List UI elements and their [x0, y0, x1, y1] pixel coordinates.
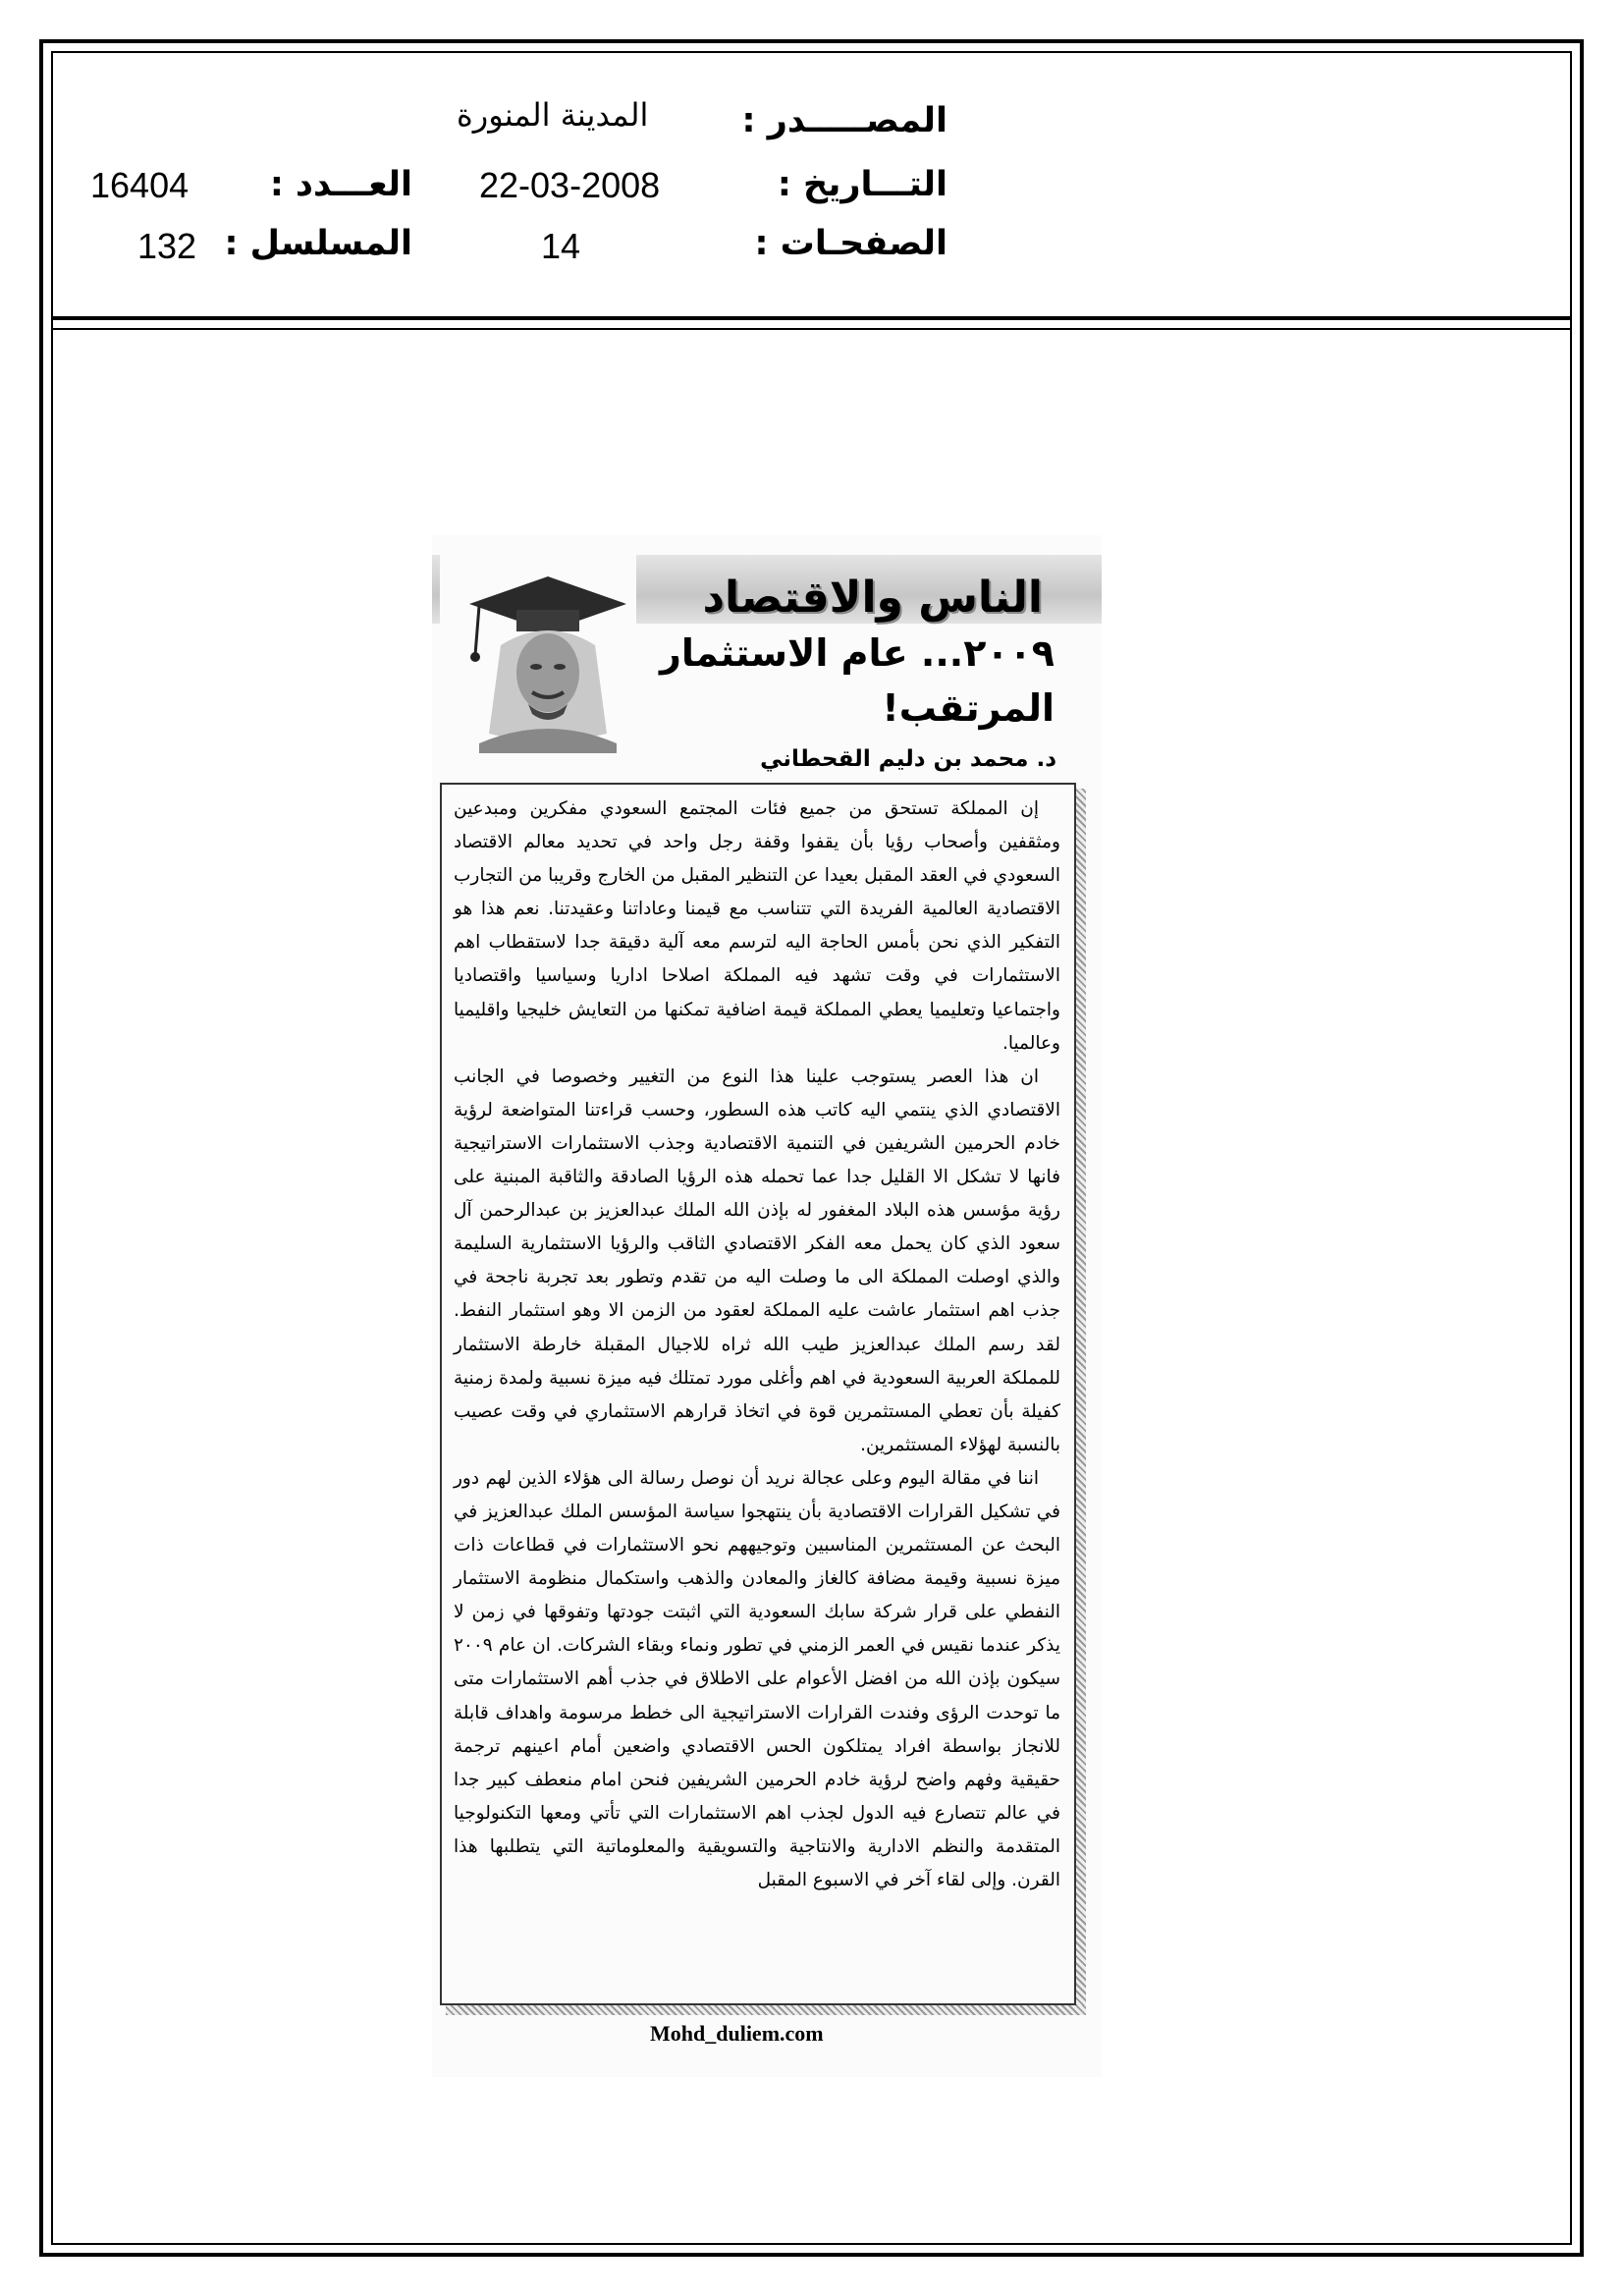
- header-divider-inner: [51, 328, 1572, 330]
- date-value: 22-03-2008: [479, 165, 661, 205]
- article-body: [454, 793, 1060, 1897]
- issue-value: 16404: [90, 165, 189, 205]
- box-shadow-bottom: [446, 2005, 1086, 2015]
- source-label: المصـــــدر :: [741, 101, 947, 140]
- article-headline: [632, 626, 1055, 736]
- box-shadow-right: [1076, 789, 1086, 2013]
- article-paragraph-2: ان هذا العصر يستوجب علينا هذا النوع من التغيير وخصوصا في الجانب الاقتصادي الذي ينتمي اليه كاتب هذه السطور، وحسب قراءتنا المتواضعة لرؤية خادم الحرمين الشريفين في التنمية الاقتصادية وجذب الاستثمارات الاستراتيجية فانها لا تشكل الا القليل جدا عما تحمله هذه الرؤيا الصادقة والثاقبة المبنية على رؤية مؤسس هذه البلاد المغفور له بإذن الله الملك عبدالعزيز بن عبدالرحمن آل سعود الذي كان يحمل معه الفكر الاقتصادي الثاقب والرؤيا الاستثمارية السليمة والذي اوصلت المملكة الى ما وصلت اليه من تقدم وتطور بعد تجربة ناجحة في جذب اهم استثمار عاشت عليه المملكة لعقود من الزمن الا وهو استثمار النفط. لقد رسم الملك عبدالعزيز طيب الله ثراه للاجيال المقبلة خارطة الاستثمار للمملكة العربية السعودية في اهم وأغلى مورد تمتلك فيه ميزة نسبية ولمدة زمنية كفيلة بأن تعطي المستثمرين قوة في اتخاذ قرارهم الاستثماري في وقت عصيب بالنسبة لهؤلاء المستثمرين.: [454, 1066, 1060, 1455]
- author-byline: د. محمد بن دليم القحطاني: [760, 746, 1056, 772]
- author-website: Mohd_duliem.com: [650, 2021, 824, 2046]
- article-paragraph-3: اننا في مقالة اليوم وعلى عجالة نريد أن نوصل رسالة الى هؤلاء الذين لهم دور في تشكيل القرارات الاقتصادية بأن ينتهجوا سياسة المؤسس الملك عبدالعزيز في البحث عن المستثمرين المناسبين وتوجيههم نحو الاستثمارات في قطاعات ذات ميزة نسبية وقيمة مضافة كالغاز والمعادن والذهب واستكمال منظومة الاستثمار النفطي على قرار شركة سابك السعودية التي اثبتت جودتها وتفوقها في زمن لا يذكر عندما نقيس في العمر الزمني في تطور ونماء وبقاء الشركات. ان عام ٢٠٠٩ سيكون بإذن الله من افضل الأعوام على الاطلاق في جذب أهم الاستثمارات متى ما توحدت الرؤى وفندت القرارات الاستراتيجية الى خطط مرسومة واهداف قابلة للانجاز بواسطة افراد يمتلكون الحس الاقتصادي واضعين أمام اعينهم ترجمة حقيقية وفهم واضح لرؤية خادم الحرمين الشريفين فنحن امام منعطف كبير جدا في عالم تتصارع فيه الدول لجذب اهم الاستثمارات التي تأتي ومعها التكنولوجيا المتقدمة والنظم الادارية والانتاجية والتسويقية والمعلوماتية التي يتطلبها هذا القرن. وإلى لقاء آخر في الاسبوع المقبل: [454, 1467, 1060, 1890]
- pages-label: الصفحـات :: [754, 224, 947, 263]
- article-paragraph-1: إن المملكة تستحق من جميع فئات المجتمع السعودي مفكرين ومبدعين ومثقفين وأصحاب رؤيا بأن يقفوا وقفة رجل واحد في تحديد معالم الاقتصاد السعودي في العقد المقبل بعيدا عن التنظير المقبل من الخارج وقريبا من التجارب الاقتصادية العالمية الفريدة التي تتناسب مع قيمنا وعاداتنا وعقيدتنا. نعم هذا هو التفكير الذي نحن بأمس الحاجة اليه لترسم معه آلية دقيقة جدا لاستقطاب اهم الاستثمارات في وقت تشهد فيه المملكة اصلاحا اداريا وسياسيا واقتصاديا واجتماعيا وتعليميا يعطي المملكة قيمة اضافية تمكنها من التعايش خليجيا واقليميا وعالميا.: [454, 798, 1060, 1054]
- issue-label: العـــدد :: [269, 165, 412, 204]
- serial-value: 132: [137, 226, 197, 266]
- header-divider: [51, 316, 1572, 320]
- date-label: التـــاريخ :: [777, 165, 947, 204]
- author-photo: [440, 547, 636, 753]
- pages-value: 14: [541, 226, 581, 266]
- article-clipping: [432, 535, 1102, 2077]
- headline-line-1: ٢٠٠٩... عام الاستثمار: [660, 631, 1055, 675]
- serial-label: المسلسل :: [224, 224, 412, 263]
- section-title: الناس والاقتصاد: [702, 573, 1043, 623]
- headline-line-2: المرتقب!: [882, 686, 1055, 730]
- source-value: المدينة المنورة: [457, 96, 649, 134]
